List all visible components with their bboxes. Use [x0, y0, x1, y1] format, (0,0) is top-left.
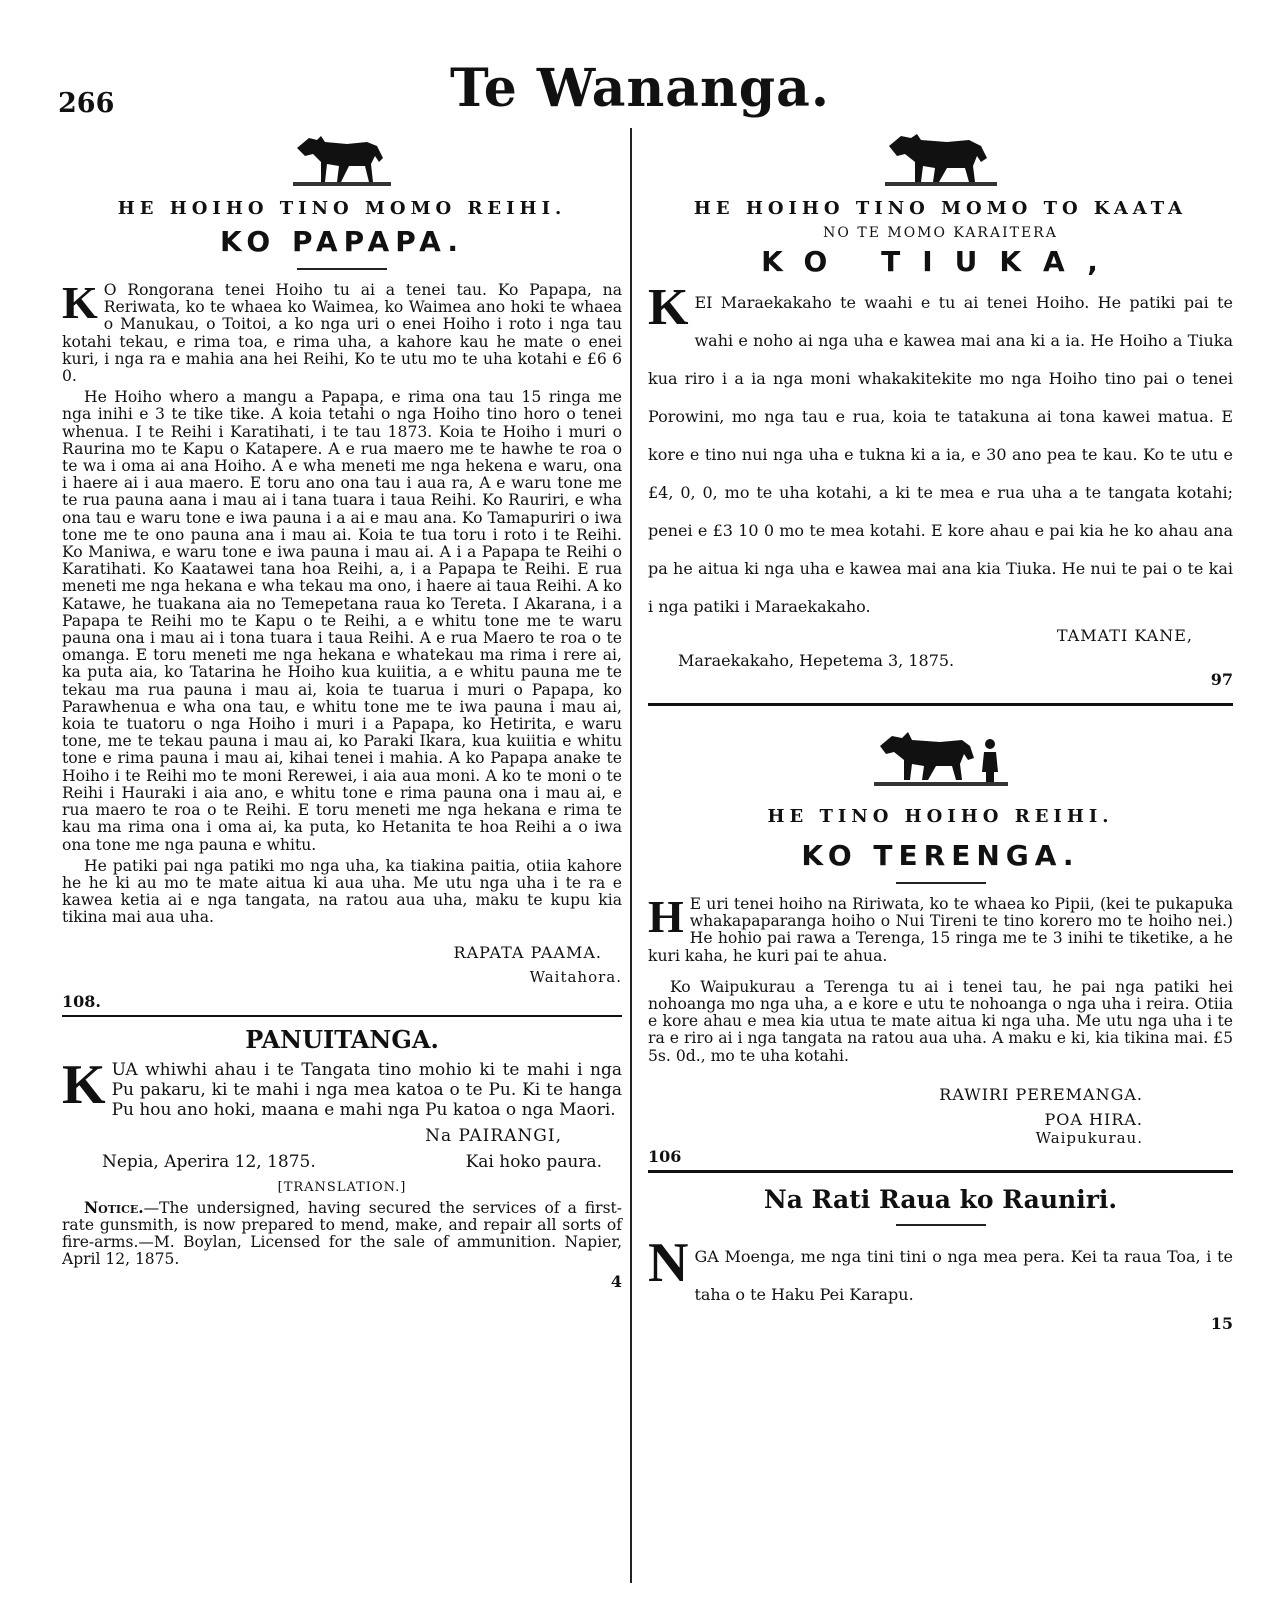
ad-panuitanga-footer	[62, 1152, 622, 1172]
ad-panuitanga-title: PANUITANGA.	[245, 1024, 439, 1054]
ad-panuitanga-date: Nepia, Aperira 12, 1875.	[102, 1151, 316, 1172]
drop-cap: H	[648, 891, 684, 942]
translation-notice	[62, 1199, 622, 1268]
notice-head: Notice.	[84, 1197, 144, 1217]
ad-tiuka-body	[648, 279, 1233, 626]
ad-terenga-place: Waipukurau.	[1035, 1128, 1143, 1147]
paragraph: E uri tenei hoiho na Ririwata, ko te whaea ko Pipii, (kei te pukapuka whakapaparanga hoiho o Nui Tireni te tino korero mo te hoiho nei.) He hohio pai rawa a Terenga, 15 ringa me te 3 inihi te tiketike, a he kuri kaha, he kuri pai te ahua.	[648, 895, 1233, 965]
ad-terenga-body	[648, 891, 1233, 1065]
column-divider	[630, 128, 632, 1583]
ad-panuitanga-body	[62, 1053, 622, 1120]
masthead-title: Te Wananga.	[450, 58, 830, 119]
horse-and-groom-icon	[866, 724, 1016, 788]
ad-tiuka-number: 97	[1210, 670, 1233, 689]
left-column	[62, 128, 622, 1291]
divider	[896, 1224, 986, 1226]
ad-terenga-number: 106	[648, 1146, 682, 1166]
ad-terenga-caption: HE TINO HOIHO REIHI.	[767, 806, 1114, 827]
ad-tiuka-title: KO TIUKA,	[761, 245, 1120, 278]
rule	[648, 703, 1233, 706]
ad-papapa-place: Waitahora.	[529, 967, 622, 986]
notice-text: —The undersigned, having secured the services of a first-rate gunsmith, is now prepared to mend, make, and repair all sorts of fire-arms.—M. Boylan, Licensed for the sale of ammunition. Napier, April 12, 1875.	[62, 1198, 622, 1268]
racehorse-icon	[287, 128, 397, 188]
drop-cap: K	[62, 1053, 106, 1116]
ad-papapa-number: 108.	[62, 991, 101, 1011]
rule	[648, 1170, 1233, 1173]
paragraph: He Hoiho whero a mangu a Papapa, e rima ona tau 15 ringa me nga inihi e 3 te tike tike. A koia tetahi o nga Hoiho tino horo o tenei whenua. I te Reihi i Karatihati, i te tau 1873. Koia te Hoiho i muri o Raurina mo te Kapu o Katapere. A e rua maero me te hawhe te roa o te wa i oma ai ana Hoiho. A e wha meneti me nga hekena e waru, ona i haere ai i aua maero. E toru ano ona tau i aua ra, A e waru tone me te rua pauna aana i mau ai i tana tuara i taua Reihi. Ko Rauriri, e wha ona tau e waru tone e iwa pauna i a ai e mau ana. Ko Tamapuriri o iwa tone me te ono pauna ana i mau ai. Koia te tua toru i roto i te Reihi. Ko Maniwa, e waru tone e iwa pauna i mau ai. A i a Papapa te Reihi o Karatihati. Ko Kaatawei tana hoa Reihi, a, i a Papapa te Reihi. E rua meneti me nga hekana e wha tekau ma ono, i haere ai taua Reihi. A ko Katawe, he tuakana aia no Temepetana raua ko Tereta. I Akarana, i a Papapa te Reihi mo te Kapu o te Reihi, a e whitu tone me te waru pauna ona i mau ai i tona tuara i taua Reihi. A e rua Maero te roa o te omanga. E toru meneti me nga hekana e whatekau ma rima i rere ai, ka puta aia, ko Tatarina he Hoiho kua kuiitia, a e whitu pauna me te tekau ma rua pauna i mau ai, koia te tuarua i muri o Papapa, ko Parawhenua e wha ona tau, e whitu tone me te iwa pauna i mau ai, koia te tuatoru o nga Hoiho i muri i a Papapa, ko Hetirita, e waru tone, me te tekau pauna i mau ai, ko Paraki Ikara, kua kuiitia e whitu tone e rima pauna i mau ai, kihai tenei i mahia. A ko Papapa anake te Hoiho i te Reihi mo te moni Rerewei, i aia aua moni. A ko te moni o te Reihi i Hauraki i aia ano, e whitu tone e rima pauna ona i mau ai, e rua maero te roa o te Reihi. E toru meneti me nga hekana e rima te kau ma rima ona i oma ai, ka puta, ko Hetanita te hoa Reihi a o iwa ona tone me nga pauna e whitu.	[62, 388, 622, 854]
ad-rauniri-number: 15	[1210, 1313, 1233, 1333]
ad-terenga-title: KO TERENGA.	[801, 839, 1080, 872]
paragraph: UA whiwhi ahau i te Tangata tino mohio ki te mahi i nga Pu pakaru, ki te mahi i nga mea katoa o te Pu. Ki te hanga Pu hou ano hoki, maana e mahi nga Pu katoa o nga Maori.	[111, 1059, 622, 1120]
ad-papapa-caption: HE HOIHO TINO MOMO REIHI.	[117, 198, 567, 219]
paragraph: EI Maraekakaho te waahi e tu ai tenei Hoiho. He patiki pai te wahi e noho ai nga uha e kawea mai ana ki a ia. He Hoiho a Tiuka kua riro i a ia nga moni whakakitekite mo nga Hoiho tino pai o tenei Porowini, mo nga tau e rua, koia te tatakuna ai tona kawei matua. E kore e tino nui nga uha e tukna ki a ia, e 30 ano pea te kau. Ko te utu e £4, 0, 0, mo te uha kotahi, a ki te mea e rua uha a te tangata kotahi; penei e £3 10 0 mo te mea kotahi. E kore ahau e pai kia he ko ahau ana pa he aitua ki nga uha e kawea mai ana kia Tiuka. He nui te pai o te kai i nga patiki i Maraekakaho.	[648, 293, 1233, 616]
ad-panuitanga-signature: Na PAIRANGI,	[425, 1125, 562, 1146]
ad-panuitanga-number: 4	[610, 1271, 622, 1291]
ad-papapa-body	[62, 277, 622, 927]
draught-horse-icon	[881, 128, 1001, 188]
paragraph: O Rongorana tenei Hoiho tu ai a tenei tau. Ko Papapa, na Reriwata, ko te whaea ko Waimea, ko Waimea ano hoki te whaea o Manukau, o Toitoi, a ko nga uri o enei Hoiho i roto i nga tau kotahi tekau, e rima toa, e rima uha, a kahore kau he mate o enei kuri, i nga ra e mahia ana hei Reihi, Ko te utu mo te uha kotahi e £6 6 0.	[62, 281, 622, 386]
ad-papapa-title: KO PAPAPA.	[219, 225, 464, 258]
ad-rauniri-title: Na Rati Raua ko Rauniri.	[763, 1184, 1118, 1214]
ad-tiuka-caption: HE HOIHO TINO MOMO TO KAATA	[693, 198, 1188, 219]
ad-rauniri-body	[648, 1231, 1233, 1314]
right-column	[648, 128, 1233, 1333]
ad-panuitanga-seller: Kai hoko paura.	[465, 1151, 602, 1172]
rule	[62, 1015, 622, 1017]
ad-terenga-signature: RAWIRI PEREMANGA.	[939, 1084, 1143, 1104]
paragraph: He patiki pai nga patiki mo nga uha, ka tiakina paitia, otiia kahore he he ki au mo te mate aitua ki aua uha. Me utu nga uha i te ra e kawea ketia ai e nga tangata, na ratou aua uha, maku te kupu kia tikina mai aua uha.	[62, 856, 622, 927]
translation-label: [TRANSLATION.]	[277, 1179, 407, 1195]
ad-tiuka-signature: TAMATI KANE,	[1056, 626, 1193, 645]
ad-terenga-signature-2: POA HIRA.	[1044, 1109, 1143, 1129]
ad-papapa-signature: RAPATA PAAMA.	[453, 942, 602, 962]
divider	[896, 882, 986, 884]
drop-cap: K	[648, 279, 689, 336]
drop-cap: N	[648, 1231, 689, 1294]
paragraph: Ko Waipukurau a Terenga tu ai i tenei tau, he pai nga patiki hei nohoanga mo nga uha, a e kore e utu te nohoanga o nga uha i reira. Otiia e kore ahau e mea kia utua te mate aitua ki nga uha. Me utu nga uha i te ra e riro ai i nga tangata na ratou aua uha. A maku e ki, kia tikina mai. £5 5s. 0d., mo te uha kotahi.	[648, 977, 1233, 1065]
divider	[297, 268, 387, 270]
ad-tiuka-subcaption: NO TE MOMO KARAITERA	[823, 225, 1058, 241]
ad-tiuka-date: Maraekakaho, Hepetema 3, 1875.	[678, 651, 955, 670]
page-number: 266	[58, 88, 115, 119]
paragraph: GA Moenga, me nga tini tini o nga mea pera. Kei ta raua Toa, i te taha o te Haku Pei Karapu.	[694, 1246, 1233, 1304]
drop-cap: K	[62, 277, 98, 328]
